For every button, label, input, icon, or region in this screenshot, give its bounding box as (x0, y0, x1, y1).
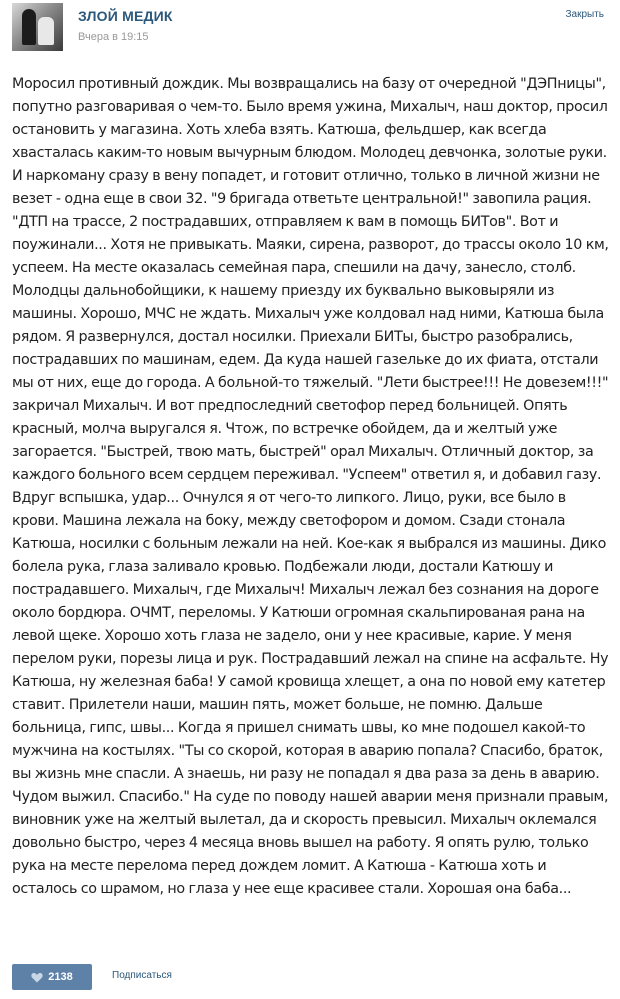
heart-icon (31, 972, 43, 983)
post-timestamp[interactable]: Вчера в 19:15 (78, 31, 149, 43)
subscribe-link[interactable]: Подписаться (112, 970, 172, 981)
like-button[interactable] (12, 964, 92, 990)
like-count: 2138 (48, 971, 73, 983)
post-footer (0, 962, 620, 992)
group-name-link[interactable]: ЗЛОЙ МЕДИК (78, 8, 173, 24)
post-text: Моросил противный дождик. Мы возвращались на базу от очередной "ДЭПницы", попутно разговаривая о чем-то. Было время ужина, Михалыч, наш доктор, просил остановить у магазина. Хоть хлеба взять. Катюша, фельдшер, как всегда хвасталась каким-то новым вычурным блюдом. Молодец девчонка, золотые руки. И наркоману сразу в вену попадет, и готовит отлично, только в личной жизни не везет - одна еще в свои 32. "9 бригада ответьте центральной!" завопила рация. "ДТП на трассе, 2 пострадавших, отправляем к вам в помощь БИТов". Вот и поужинали... Хотя не привыкать. Маяки, сирена, разворот, до трассы около 10 км, успеем. На месте оказалась семейная пара, спешили на дачу, занесло, столб. Молодцы дальнобойщики, к нашему приезду их буквально выковыряли из машины. Хорошо, МЧС не ждать. Михалыч уже колдовал над ними, Катюша была рядом. Я развернулся, достал носилки. Приехали БИТы, быстро разобрались, пострадавших по машинам, едем. Да куда нашей газельке до их фиата, отстали мы от них, еще до города. А больной-то тяжелый. "Лети быстрее!!! Не довезем!!!" закричал Михалыч. И вот предпоследний светофор перед больницей. Опять красный, молча выругался я. Чтож, по встречке обойдем, да и желтый уже загорается. "Быстрей, твою мать, быстрей" орал Михалыч. Отличный доктор, за каждого больного всем сердцем переживал. "Успеем" ответил я, и добавил газу. Вдруг вспышка, удар... Очнулся я от чего-то липкого. Лицо, руки, все было в крови. Машина лежала на боку, между светофором и домом. Сзади стонала Катюша, носилки с больным лежали на ней. Кое-как я выбрался из машины. Дико болела рука, глаза заливало кровью. Подбежали люди, достали Катюшу и пострадавшего. Михалыч, где Михалыч! Михалыч лежал без сознания на дороге около бордюра. ОЧМТ, переломы. У Катюши огромная скальпированая рана на левой щеке. Хорошо хоть глаза не задело, они у нее красивые, карие. У меня перелом руки, порезы лица и рук. Пострадавший лежал на спине на асфальте. Ну Катюша, ну железная баба! У самой кровища хлещет, а она по новой ему катетер ставит. Прилетели наши, машин пять, может больше, не помню. Дальше больница, гипс, швы... Когда я пришел снимать швы, ко мне подошел какой-то мужчина на костылях. "Ты со скорой, которая в аварию попала? Спасибо, браток, вы жизнь мне спасли. А знаешь, ни разу не попадал я два раза за день в аварию. Чудом выжил. Спасибо." На суде по поводу нашей аварии меня признали правым, виновник уже на желтый вылетал, да и скорость превысил. Михалыч оклемался довольно быстро, через 4 месяца вновь вышел на работу. Я опять рулю, только рука на месте перелома перед дождем ломит. А Катюша - Катюша хоть и осталось со шрамом, но глаза у нее еще красивее стали. Хорошая она баба... (12, 76, 609, 897)
post-header (0, 0, 620, 60)
group-avatar[interactable] (12, 3, 63, 51)
close-link[interactable]: Закрыть (565, 9, 604, 20)
avatar-figure-dark (22, 9, 36, 45)
avatar-figure-light (38, 17, 54, 45)
